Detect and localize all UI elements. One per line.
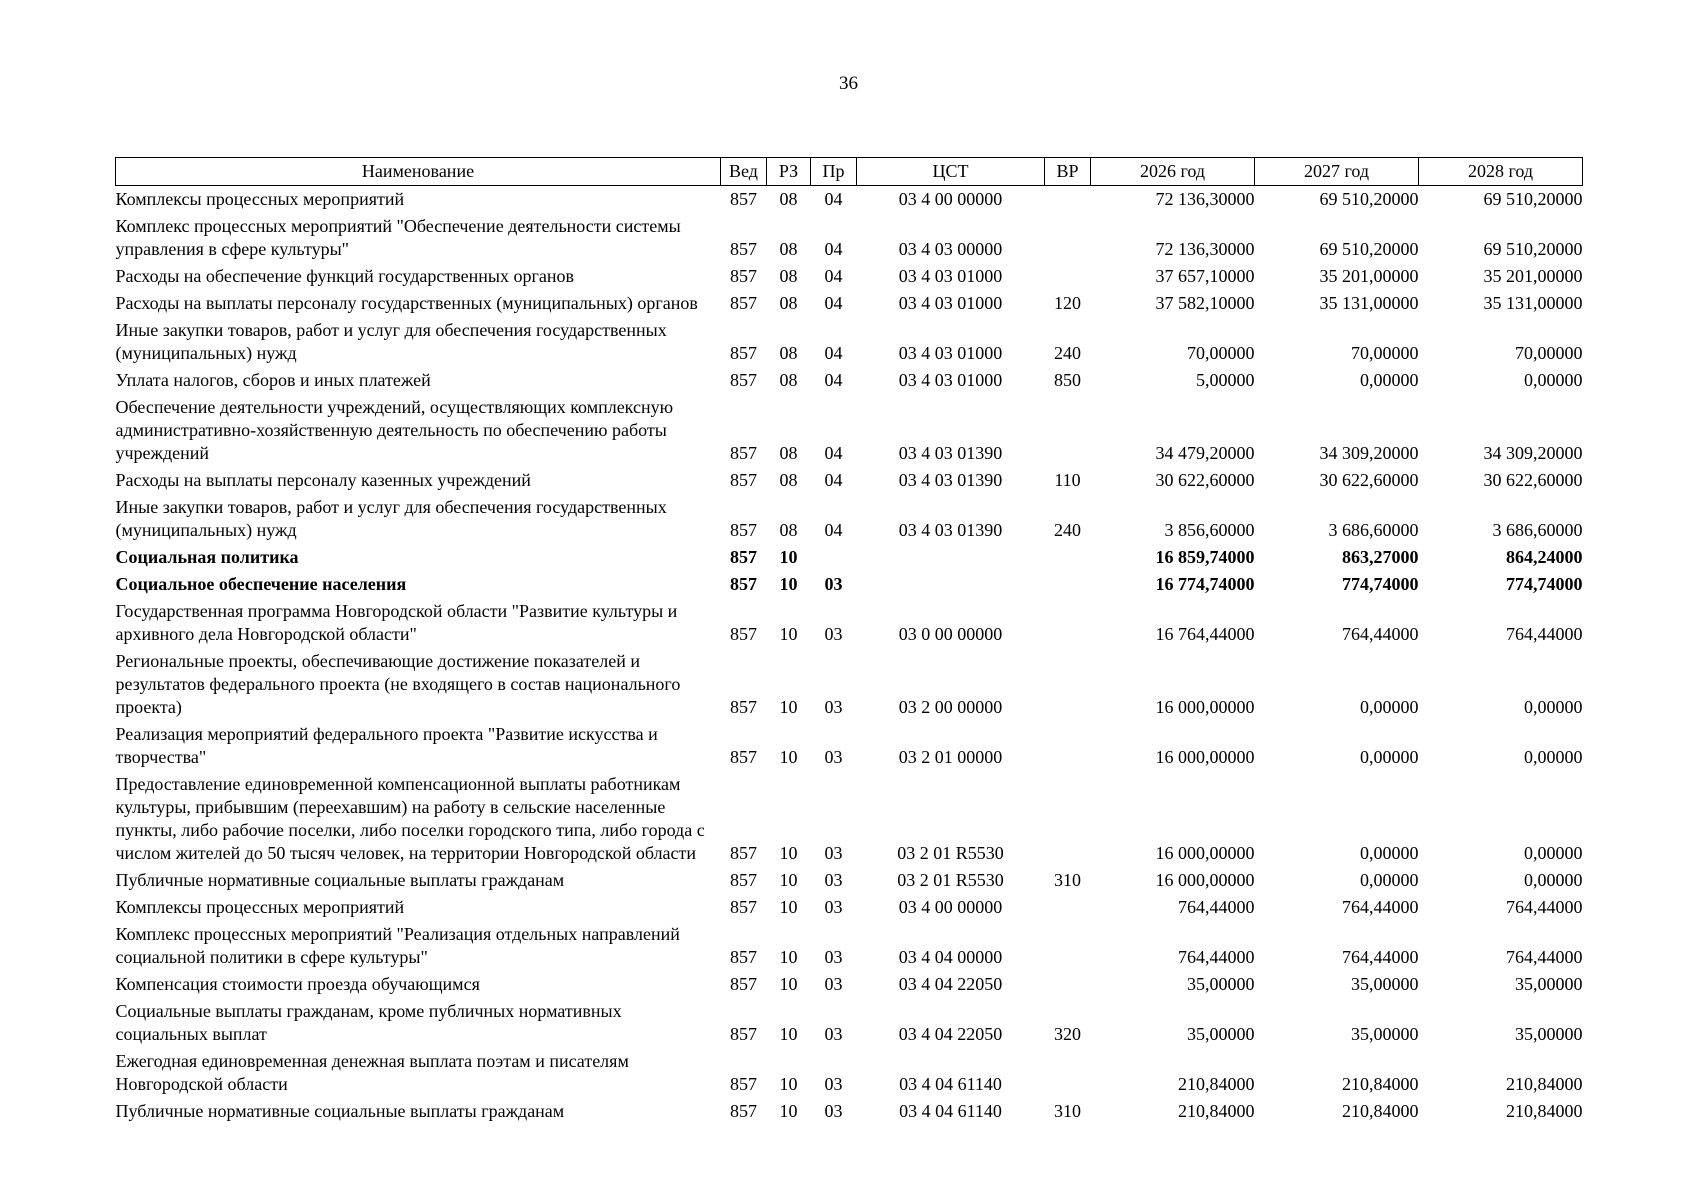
cell-2028: 774,74000 [1506, 574, 1583, 594]
cell-2028: 70,00000 [1515, 343, 1583, 363]
cell-pr: 03 [824, 947, 843, 967]
header-ved: Вед [721, 158, 767, 186]
cell-pr [811, 544, 857, 571]
table-row [116, 213, 1583, 263]
cell-name: Комплекс процессных мероприятий "Реализация отдельных направлений социальной политики в сфере культуры" [115, 924, 680, 967]
cell-cst: 03 4 03 01390 [898, 470, 1003, 490]
cell-rz: 10 [779, 870, 798, 890]
cell-cst: 03 4 04 22050 [898, 974, 1003, 994]
header-vr: ВР [1045, 158, 1091, 186]
cell-name: Публичные нормативные социальные выплаты гражданам [115, 1101, 565, 1121]
cell-name: Уплата налогов, сборов и иных платежей [115, 370, 431, 390]
cell-2026: 764,44000 [1178, 897, 1255, 917]
header-name: Наименование [116, 158, 721, 186]
cell-cst: 03 4 03 01000 [898, 266, 1003, 286]
cell-rz: 10 [779, 1024, 798, 1044]
cell-ved: 857 [730, 897, 757, 917]
cell-2027: 35 201,00000 [1319, 266, 1419, 286]
cell-2026: 30 622,60000 [1155, 470, 1255, 490]
cell-ved: 857 [730, 747, 757, 767]
cell-cst: 03 4 03 01390 [898, 520, 1003, 540]
cell-ved: 857 [730, 843, 757, 863]
cell-2027: 210,84000 [1342, 1074, 1419, 1094]
cell-vr: 120 [1054, 293, 1081, 313]
cell-vr [1045, 213, 1091, 263]
cell-name: Реализация мероприятий федерального проекта "Развитие искусства и творчества" [115, 724, 658, 767]
cell-2028: 864,24000 [1506, 547, 1583, 567]
cell-rz: 10 [779, 547, 798, 567]
cell-ved: 857 [730, 343, 757, 363]
cell-2028: 69 510,20000 [1483, 239, 1583, 259]
table-row [116, 186, 1583, 214]
cell-pr: 04 [824, 266, 843, 286]
cell-rz: 10 [779, 974, 798, 994]
budget-table [115, 157, 1583, 1125]
cell-name: Социальная политика [115, 547, 299, 567]
cell-rz: 10 [779, 574, 798, 594]
cell-name: Социальное обеспечение населения [115, 574, 407, 594]
cell-2028: 764,44000 [1506, 897, 1583, 917]
cell-rz: 10 [779, 1074, 798, 1094]
cell-2028: 210,84000 [1506, 1074, 1583, 1094]
cell-2028: 0,00000 [1524, 843, 1583, 863]
cell-name: Расходы на выплаты персоналу государственных (муниципальных) органов [115, 293, 698, 313]
cell-pr: 04 [824, 239, 843, 259]
cell-pr: 03 [824, 1074, 843, 1094]
cell-2028: 210,84000 [1506, 1101, 1583, 1121]
cell-2026: 16 000,00000 [1155, 843, 1255, 863]
cell-name: Иные закупки товаров, работ и услуг для обеспечения государственных (муниципальных) нужд [115, 320, 667, 363]
cell-pr: 04 [824, 370, 843, 390]
cell-2026: 16 000,00000 [1155, 697, 1255, 717]
cell-ved: 857 [730, 470, 757, 490]
cell-2028: 30 622,60000 [1483, 470, 1583, 490]
cell-vr [1045, 571, 1091, 598]
cell-rz: 08 [779, 520, 798, 540]
cell-pr: 03 [824, 1101, 843, 1121]
cell-rz: 08 [779, 239, 798, 259]
cell-name: Региональные проекты, обеспечивающие достижение показателей и результатов федерального проекта (не входящего в состав национального проекта) [115, 651, 681, 717]
cell-cst: 03 4 00 00000 [898, 897, 1003, 917]
table-row [116, 1098, 1583, 1125]
cell-name: Обеспечение деятельности учреждений, осуществляющих комплексную административно-хозяйственную деятельность по обеспечению работы учреждений [115, 397, 674, 463]
cell-rz: 10 [779, 624, 798, 644]
cell-cst: 03 0 00 00000 [898, 624, 1003, 644]
cell-2026: 34 479,20000 [1155, 443, 1255, 463]
cell-2027: 69 510,20000 [1319, 239, 1419, 259]
cell-rz: 10 [779, 897, 798, 917]
cell-2027: 210,84000 [1342, 1101, 1419, 1121]
cell-2026: 35,00000 [1187, 974, 1255, 994]
cell-pr: 03 [824, 747, 843, 767]
cell-2026: 37 582,10000 [1155, 293, 1255, 313]
cell-rz: 08 [779, 293, 798, 313]
cell-2028: 764,44000 [1506, 947, 1583, 967]
cell-ved: 857 [730, 293, 757, 313]
cell-rz: 08 [779, 266, 798, 286]
table-row [116, 394, 1583, 467]
cell-2026: 3 856,60000 [1164, 520, 1255, 540]
cell-2026: 16 774,74000 [1155, 574, 1255, 594]
cell-2026: 35,00000 [1187, 1024, 1255, 1044]
cell-vr [1045, 394, 1091, 467]
cell-2028: 35 201,00000 [1483, 266, 1583, 286]
page-number: 36 [839, 73, 858, 94]
table-row [116, 317, 1583, 367]
cell-ved: 857 [730, 974, 757, 994]
cell-2026: 16 859,74000 [1155, 547, 1255, 567]
cell-cst: 03 4 00 00000 [898, 189, 1003, 209]
header-pr: Пр [811, 158, 857, 186]
table-row [116, 867, 1583, 894]
cell-2027: 35 131,00000 [1319, 293, 1419, 313]
cell-ved: 857 [730, 697, 757, 717]
cell-vr [1045, 544, 1091, 571]
cell-pr: 04 [824, 293, 843, 313]
cell-2028: 0,00000 [1524, 870, 1583, 890]
cell-name: Расходы на обеспечение функций государственных органов [115, 266, 574, 286]
cell-name: Комплексы процессных мероприятий [115, 189, 405, 209]
cell-pr: 04 [824, 520, 843, 540]
table-row [116, 598, 1583, 648]
table-row [116, 771, 1583, 867]
table-row [116, 544, 1583, 571]
cell-rz: 08 [779, 189, 798, 209]
table-row [116, 648, 1583, 721]
cell-2028: 35,00000 [1515, 974, 1583, 994]
cell-2027: 0,00000 [1360, 370, 1419, 390]
cell-rz: 10 [779, 843, 798, 863]
cell-pr: 03 [824, 974, 843, 994]
cell-cst: 03 4 03 01000 [898, 343, 1003, 363]
cell-name: Социальные выплаты гражданам, кроме публичных нормативных социальных выплат [115, 1001, 622, 1044]
table-header-row [116, 158, 1583, 186]
cell-vr [1045, 894, 1091, 921]
cell-ved: 857 [730, 1101, 757, 1121]
cell-name: Ежегодная единовременная денежная выплата поэтам и писателям Новгородской области [115, 1051, 629, 1094]
table-row [116, 494, 1583, 544]
cell-cst: 03 4 04 61140 [899, 1074, 1002, 1094]
table-row [116, 721, 1583, 771]
cell-2027: 35,00000 [1351, 1024, 1419, 1044]
cell-pr: 04 [824, 470, 843, 490]
cell-ved: 857 [730, 947, 757, 967]
cell-name: Расходы на выплаты персоналу казенных учреждений [115, 470, 531, 490]
cell-vr: 110 [1054, 470, 1081, 490]
header-2028: 2028 год [1419, 158, 1583, 186]
cell-vr: 850 [1054, 370, 1081, 390]
header-2027: 2027 год [1255, 158, 1419, 186]
cell-2028: 0,00000 [1524, 370, 1583, 390]
cell-cst [857, 544, 1045, 571]
cell-rz: 08 [779, 343, 798, 363]
cell-2027: 0,00000 [1360, 697, 1419, 717]
table-row [116, 467, 1583, 494]
cell-2026: 72 136,30000 [1155, 189, 1255, 209]
cell-name: Государственная программа Новгородской области "Развитие культуры и архивного дела Новгородской области" [115, 601, 678, 644]
cell-ved: 857 [730, 266, 757, 286]
cell-2028: 0,00000 [1524, 697, 1583, 717]
cell-2027: 30 622,60000 [1319, 470, 1419, 490]
cell-cst: 03 4 03 01000 [898, 293, 1003, 313]
cell-2028: 35 131,00000 [1483, 293, 1583, 313]
cell-2027: 3 686,60000 [1328, 520, 1419, 540]
cell-2026: 16 764,44000 [1155, 624, 1255, 644]
cell-ved: 857 [730, 1024, 757, 1044]
cell-cst: 03 4 03 00000 [898, 239, 1003, 259]
header-2026: 2026 год [1091, 158, 1255, 186]
cell-vr: 240 [1054, 520, 1081, 540]
cell-pr: 04 [824, 443, 843, 463]
cell-rz: 10 [779, 747, 798, 767]
cell-2027: 34 309,20000 [1319, 443, 1419, 463]
cell-name: Иные закупки товаров, работ и услуг для обеспечения государственных (муниципальных) нужд [115, 497, 667, 540]
cell-2028: 34 309,20000 [1483, 443, 1583, 463]
cell-vr [1045, 186, 1091, 214]
cell-2026: 37 657,10000 [1155, 266, 1255, 286]
cell-2026: 210,84000 [1178, 1074, 1255, 1094]
table-row [116, 971, 1583, 998]
cell-rz: 10 [779, 1101, 798, 1121]
cell-cst: 03 4 03 01000 [898, 370, 1003, 390]
cell-name: Публичные нормативные социальные выплаты гражданам [115, 870, 565, 890]
cell-rz: 10 [779, 697, 798, 717]
cell-2027: 764,44000 [1342, 624, 1419, 644]
cell-cst [857, 571, 1045, 598]
cell-ved: 857 [730, 1074, 757, 1094]
cell-vr [1045, 721, 1091, 771]
table-row [116, 921, 1583, 971]
cell-vr [1045, 971, 1091, 998]
table-row [116, 571, 1583, 598]
cell-vr [1045, 263, 1091, 290]
table-row [116, 263, 1583, 290]
cell-cst: 03 2 01 00000 [898, 747, 1003, 767]
table-row [116, 290, 1583, 317]
cell-cst: 03 2 00 00000 [898, 697, 1003, 717]
cell-rz: 08 [779, 370, 798, 390]
cell-vr: 310 [1054, 870, 1081, 890]
cell-ved: 857 [730, 574, 757, 594]
cell-ved: 857 [730, 370, 757, 390]
cell-2027: 35,00000 [1351, 974, 1419, 994]
cell-ved: 857 [730, 189, 757, 209]
cell-2027: 764,44000 [1342, 947, 1419, 967]
cell-pr: 03 [824, 843, 843, 863]
cell-2028: 764,44000 [1506, 624, 1583, 644]
cell-2027: 0,00000 [1360, 870, 1419, 890]
cell-cst: 03 4 04 61140 [899, 1101, 1002, 1121]
cell-2027: 774,74000 [1342, 574, 1419, 594]
cell-rz: 08 [779, 470, 798, 490]
cell-2027: 863,27000 [1342, 547, 1419, 567]
cell-2028: 69 510,20000 [1483, 189, 1583, 209]
cell-2027: 0,00000 [1360, 843, 1419, 863]
cell-2026: 5,00000 [1196, 370, 1255, 390]
cell-pr: 03 [824, 870, 843, 890]
cell-2026: 70,00000 [1187, 343, 1255, 363]
cell-name: Предоставление единовременной компенсационной выплаты работникам культуры, прибывшим (переехавшим) на работу в сельские населенные пункты, либо рабочие поселки, либо поселки городского типа, либо города с числом жителей до 50 тысяч человек, на территории Новгородской области [115, 774, 705, 863]
cell-name: Комплекс процессных мероприятий "Обеспечение деятельности системы управления в сфере культуры" [115, 216, 681, 259]
cell-vr [1045, 771, 1091, 867]
cell-vr [1045, 1048, 1091, 1098]
cell-vr: 310 [1054, 1101, 1081, 1121]
cell-vr: 240 [1054, 343, 1081, 363]
cell-2026: 16 000,00000 [1155, 870, 1255, 890]
table-row [116, 998, 1583, 1048]
cell-2026: 16 000,00000 [1155, 747, 1255, 767]
cell-cst: 03 4 04 22050 [898, 1024, 1003, 1044]
cell-ved: 857 [730, 624, 757, 644]
cell-pr: 03 [824, 574, 843, 594]
cell-pr: 03 [824, 697, 843, 717]
cell-pr: 03 [824, 624, 843, 644]
cell-ved: 857 [730, 547, 757, 567]
cell-2026: 764,44000 [1178, 947, 1255, 967]
cell-2027: 69 510,20000 [1319, 189, 1419, 209]
cell-2027: 764,44000 [1342, 897, 1419, 917]
table-row [116, 367, 1583, 394]
cell-ved: 857 [730, 443, 757, 463]
cell-cst: 03 2 01 R5530 [897, 843, 1004, 863]
cell-pr: 03 [824, 897, 843, 917]
table-row [116, 894, 1583, 921]
cell-ved: 857 [730, 870, 757, 890]
cell-vr [1045, 921, 1091, 971]
cell-cst: 03 4 03 01390 [898, 443, 1003, 463]
cell-pr: 04 [824, 343, 843, 363]
cell-2027: 0,00000 [1360, 747, 1419, 767]
table-body [116, 186, 1583, 1126]
cell-2027: 70,00000 [1351, 343, 1419, 363]
cell-vr: 320 [1054, 1024, 1081, 1044]
cell-2026: 210,84000 [1178, 1101, 1255, 1121]
header-cst: ЦСТ [857, 158, 1045, 186]
cell-name: Компенсация стоимости проезда обучающимся [115, 974, 480, 994]
cell-rz: 08 [779, 443, 798, 463]
cell-ved: 857 [730, 520, 757, 540]
cell-name: Комплексы процессных мероприятий [115, 897, 405, 917]
cell-2028: 35,00000 [1515, 1024, 1583, 1044]
cell-pr: 03 [824, 1024, 843, 1044]
cell-rz: 10 [779, 947, 798, 967]
cell-2028: 3 686,60000 [1492, 520, 1583, 540]
cell-2028: 0,00000 [1524, 747, 1583, 767]
table-row [116, 1048, 1583, 1098]
cell-vr [1045, 648, 1091, 721]
header-rz: РЗ [767, 158, 811, 186]
cell-cst: 03 4 04 00000 [898, 947, 1003, 967]
cell-ved: 857 [730, 239, 757, 259]
cell-vr [1045, 598, 1091, 648]
cell-cst: 03 2 01 R5530 [897, 870, 1004, 890]
cell-pr: 04 [824, 189, 843, 209]
cell-2026: 72 136,30000 [1155, 239, 1255, 259]
